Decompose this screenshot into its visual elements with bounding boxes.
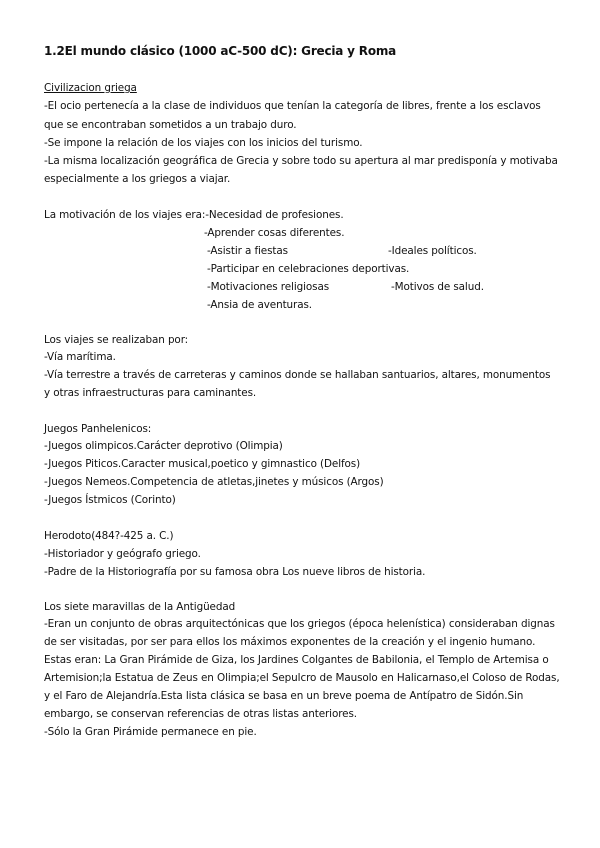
herodoto-heading: Herodoto(484?-425 a. C.) (44, 530, 174, 542)
motivation-item: -Asistir a fiestas (207, 245, 288, 257)
games-heading: Juegos Panhelenicos: (44, 423, 152, 435)
text-line: -Juegos Ístmicos (Corinto) (44, 494, 176, 506)
text-line: embargo, se conservan referencias de otras listas anteriores. (44, 708, 357, 720)
text-line: Artemision;la Estatua de Zeus en Olimpia;el Sepulcro de Mausolo en Halicarnaso,el Coloso de Rodas, (44, 672, 560, 684)
motivation-item: -Aprender cosas diferentes. (204, 227, 345, 239)
text-line: -El ocio pertenecía a la clase de individuos que tenían la categoría de libres, frente a los esclavos (44, 100, 541, 112)
text-line: -Padre de la Historiografía por su famosa obra Los nueve libros de historia. (44, 566, 426, 578)
page-title: 1.2El mundo clásico (1000 aC-500 dC): Grecia y Roma (44, 44, 397, 58)
motivation-item: -Motivaciones religiosas (207, 281, 330, 293)
text-line: -Eran un conjunto de obras arquitectónicas que los griegos (época helenística) consideraban dignas (44, 618, 555, 630)
motivation-item: -Motivos de salud. (391, 281, 484, 293)
wonders-heading: Los siete maravillas de la Antigüedad (44, 601, 236, 613)
text-line: -Historiador y geógrafo griego. (44, 548, 201, 560)
text-line: de ser visitadas, por ser para ellos los máximos exponentes de la creación y el ingenio humano. (44, 636, 536, 648)
routes-heading: Los viajes se realizaban por: (44, 334, 189, 346)
text-line: -La misma localización geográfica de Grecia y sobre todo su apertura al mar predisponía y motivaba (44, 155, 558, 167)
text-line: -Vía terrestre a través de carreteras y caminos donde se hallaban santuarios, altares, monumentos (44, 369, 551, 381)
motivation-item: -Ansia de aventuras. (207, 299, 312, 311)
text-line: y el Faro de Alejandría.Esta lista clásica se basa en un breve poema de Antípatro de Sidón.Sin (44, 690, 524, 702)
text-line: -Juegos Nemeos.Competencia de atletas,jinetes y músicos (Argos) (44, 476, 384, 488)
text-line: -Juegos Piticos.Caracter musical,poetico y gimnastico (Delfos) (44, 458, 361, 470)
motivations-intro: La motivación de los viajes era:-Necesidad de profesiones. (44, 209, 344, 221)
text-line: -Vía marítima. (44, 351, 116, 363)
text-line: que se encontraban sometidos a un trabajo duro. (44, 119, 297, 131)
motivation-item: -Participar en celebraciones deportivas. (207, 263, 410, 275)
text-line: especialmente a los griegos a viajar. (44, 173, 231, 185)
text-line: -Sólo la Gran Pirámide permanece en pie. (44, 726, 257, 738)
text-line: -Juegos olimpicos.Carácter deprotivo (Olimpia) (44, 440, 283, 452)
text-line: Estas eran: La Gran Pirámide de Giza, los Jardines Colgantes de Babilonia, el Templo de Artemisa o (44, 654, 549, 666)
text-line: -Se impone la relación de los viajes con los inicios del turismo. (44, 137, 363, 149)
section-heading-greek: Civilizacion griega (44, 82, 137, 94)
motivation-item: -Ideales políticos. (388, 245, 477, 257)
text-line: y otras infraestructuras para caminantes. (44, 387, 257, 399)
